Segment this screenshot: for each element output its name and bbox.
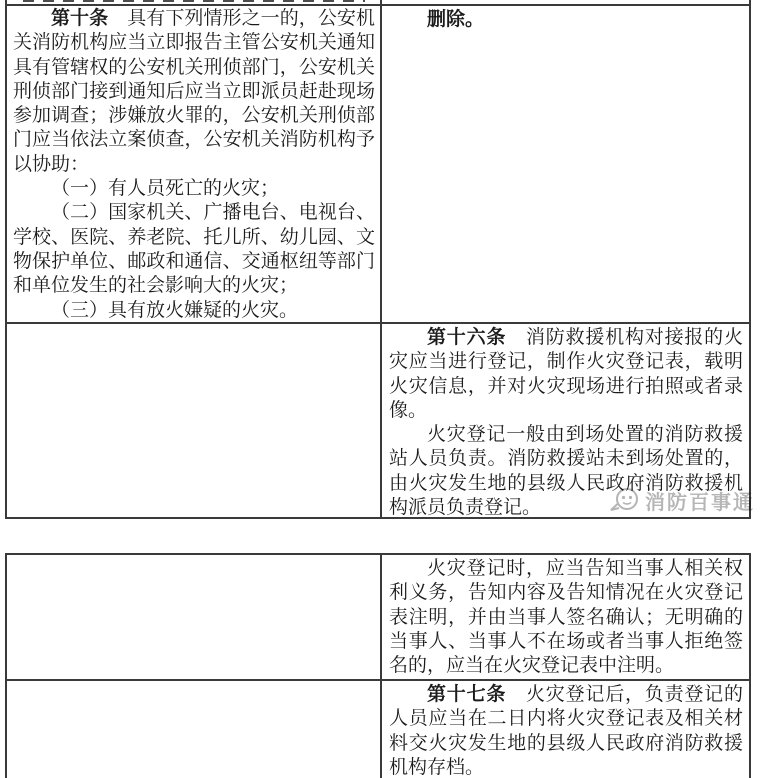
paragraph (389, 683, 743, 778)
table-row-article-16 (7, 324, 749, 517)
paragraph (13, 7, 375, 177)
table-row-registration-notice (7, 555, 749, 681)
paragraph (389, 326, 743, 423)
paragraph-text: 火灾登记后，负责登记的人员应当在二日内将火灾登记表及相关材料交火灾发生地的县级人民政府消防救援机构存档。 (389, 684, 743, 778)
clipped-text-sliver (23, 0, 365, 2)
empty-left-cell (7, 324, 382, 517)
article-number: 第十六条 (427, 327, 507, 348)
new-text-cell-registration-notice (382, 555, 749, 679)
clipped-top-row-right-cell (382, 0, 749, 4)
paragraph: 火灾登记时，应当告知当事人相关权利义务，告知内容及告知情况在火灾登记表注明，并由当事人签名确认；无明确的当事人、当事人不在场或者当事人拒绝签名的，应当在火灾登记表中注明。 (389, 558, 743, 677)
paragraph: 火灾登记一般由到场处置的消防救援站人员负责。消防救援站未到场处置的，由火灾发生地的县级人民政府消防救援机构派员负责登记。 (389, 424, 743, 517)
clipped-top-row (7, 0, 749, 6)
old-text-cell-article-10 (7, 6, 382, 322)
paragraph-text: 消防救援机构对接报的火灾应当进行登记，制作火灾登记表，载明火灾信息，并对火灾现场进行拍照或者录像。 (389, 327, 743, 421)
paragraph-item-1: （一）有人员死亡的火灾； (51, 178, 280, 200)
clipped-top-row-left-cell (7, 0, 382, 4)
empty-left-cell (7, 555, 382, 679)
revision-cell-delete (382, 6, 749, 322)
new-text-cell-article-16 (382, 324, 749, 517)
table-row-article-10 (7, 6, 749, 324)
delete-note: 删除。 (427, 9, 485, 30)
new-text-cell-article-17 (382, 681, 749, 778)
paragraph-item-3: （三）具有放火嫌疑的火灾。 (51, 299, 299, 321)
article-number: 第十七条 (427, 684, 507, 705)
comparison-table-upper (5, 0, 751, 519)
article-number: 第十条 (51, 8, 109, 29)
paragraph-text: 具有下列情形之一的，公安机关消防机构应当立即报告主管公安机关通知具有管辖权的公安机关刑侦部门，公安机关刑侦部门接到通知后应当立即派员赶赴现场参加调查；涉嫌放火罪的，公安机关刑侦部门应当依法立案侦查，公安机关消防机构予以协助： (13, 8, 375, 175)
empty-left-cell (7, 681, 382, 778)
comparison-table-lower (5, 553, 751, 778)
watermark-text: 消防百事通 (645, 491, 755, 514)
paragraph (389, 8, 743, 32)
paragraph-item-2: （二）国家机关、广播电台、电视台、学校、医院、养老院、托儿所、幼儿园、文物保护单位、邮政和通信、交通枢纽等部门和单位发生的社会影响大的火灾； (13, 202, 375, 297)
table-row-article-17 (7, 681, 749, 778)
